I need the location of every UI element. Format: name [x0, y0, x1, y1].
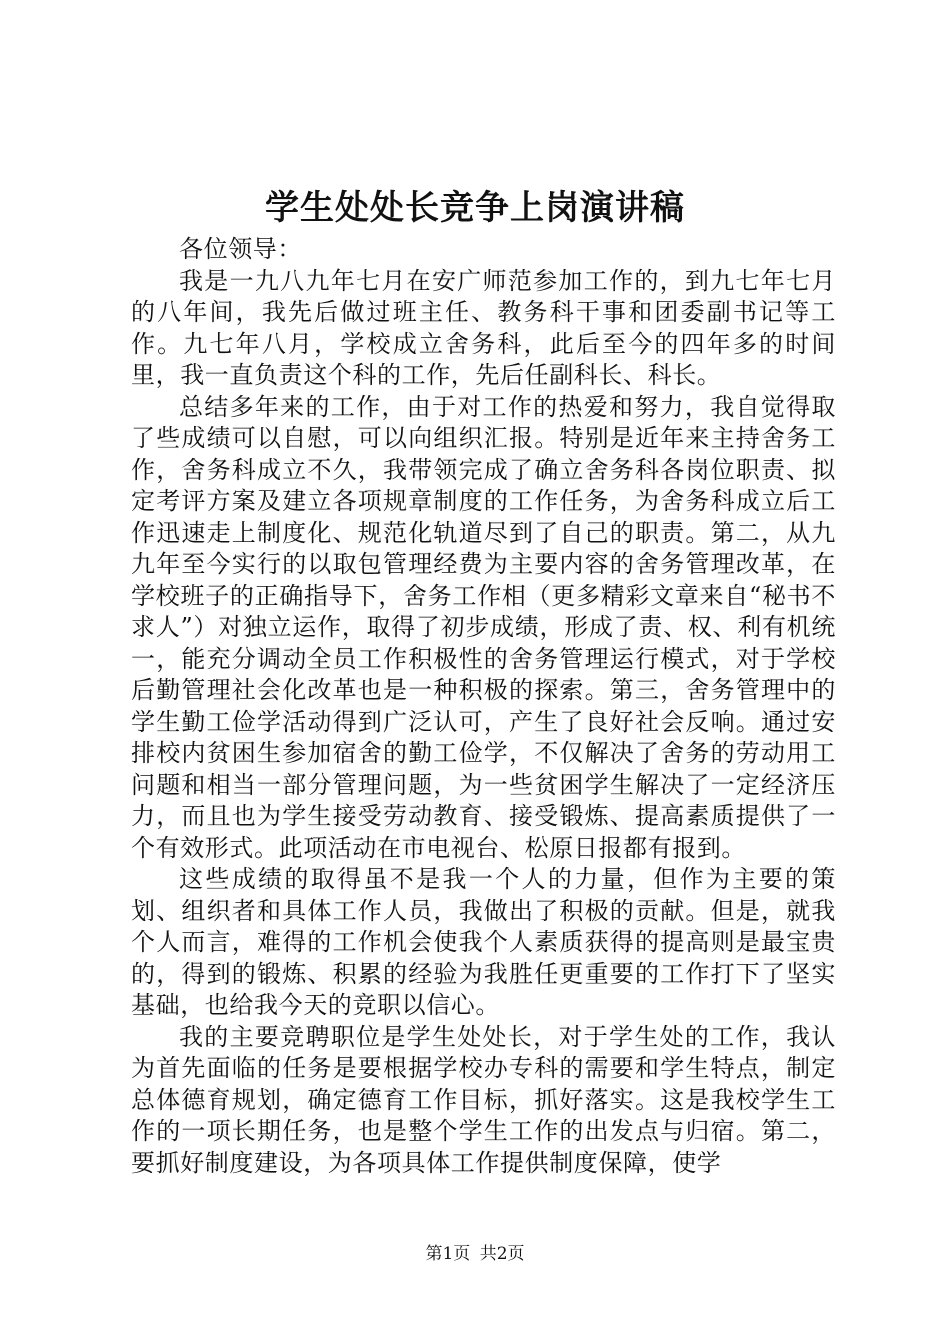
paragraph-background: 我是一九八九年七月在安广师范参加工作的，到九七年七月的八年间，我先后做过班主任、教务科干事和团委副书记等工作。九七年八月，学校成立舍务科，此后至今的四年多的时间里，我一直负责这个科的工作，先后任副科长、科长。 — [131, 266, 836, 389]
page-footer — [0, 1243, 950, 1265]
paragraph-achievements: 总结多年来的工作，由于对工作的热爱和努力，我自觉得取了些成绩可以自慰，可以向组织汇报。特别是近年来主持舍务工作，舍务科成立不久，我带领完成了确立舍务科各岗位职责、拟定考评方案及建立各项规章制度的工作任务，为舍务科成立后工作迅速走上制度化、规范化轨道尽到了自己的职责。第二，从九九年至今实行的以取包管理经费为主要内容的舍务管理改革，在学校班子的正确指导下，舍务工作相（更多精彩文章来自“秘书不求人”）对独立运作，取得了初步成绩，形成了责、权、利有机统一，能充分调动全员工作积极性的舍务管理运行模式，对于学校后勤管理社会化改革也是一种积极的探索。第三，舍务管理中的学生勤工俭学活动得到广泛认可，产生了良好社会反响。通过安排校内贫困生参加宿舍的勤工俭学，不仅解决了舍务的劳动用工问题和相当一部分管理问题，为一些贫困学生解决了一定经济压力，而且也为学生接受劳动教育、接受锻炼、提高素质提供了一个有效形式。此项活动在市电视台、松原日报都有报到。 — [131, 392, 836, 862]
paragraph-position-plan: 我的主要竞聘职位是学生处处长，对于学生处的工作，我认为首先面临的任务是要根据学校办专科的需要和学生特点，制定总体德育规划，确定德育工作目标，抓好落实。这是我校学生工作的一项长期任务，也是整个学生工作的出发点与归宿。第二，要抓好制度建设，为各项具体工作提供制度保障，使学 — [131, 1022, 836, 1177]
page-total: 共2页 — [479, 1244, 525, 1264]
salutation: 各位领导： — [179, 235, 302, 263]
paragraph-contribution: 这些成绩的取得虽不是我一个人的力量，但作为主要的策划、组织者和具体工作人员，我做出了积极的贡献。但是，就我个人而言，难得的工作机会使我个人素质获得的提高则是最宝贵的，得到的锻炼、积累的经验为我胜任更重要的工作打下了坚实基础，也给我今天的竞职以信心。 — [131, 865, 836, 1019]
page-number: 第1页 — [425, 1244, 471, 1264]
document-title: 学生处处长竞争上岗演讲稿 — [265, 188, 685, 228]
document-body — [131, 234, 836, 1179]
